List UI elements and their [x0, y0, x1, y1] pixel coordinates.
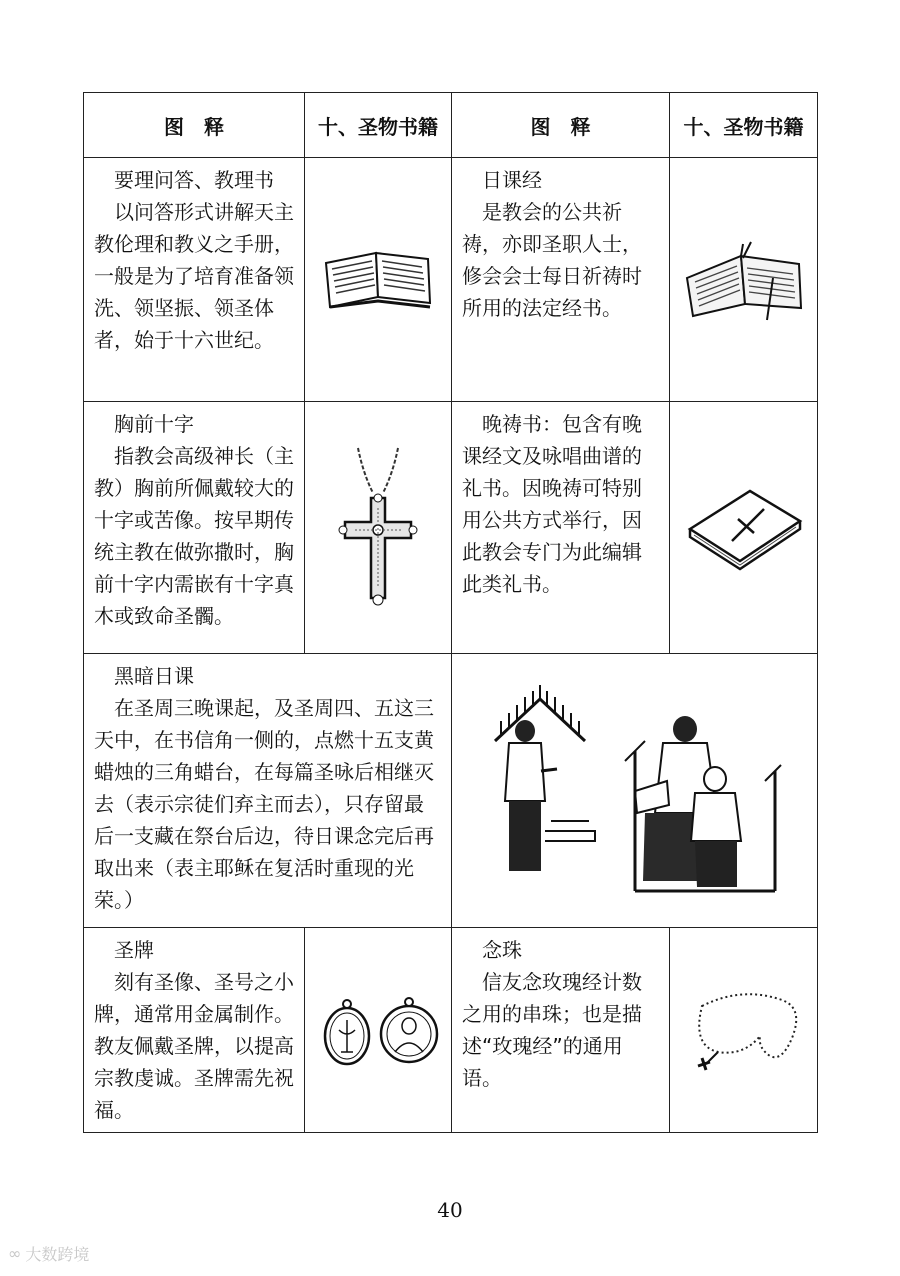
table-row	[84, 654, 818, 928]
pectoral-cross-icon	[305, 402, 452, 654]
open-book-icon	[305, 158, 452, 402]
entry-body: 晚祷书：包含有晚课经文及咏唱曲谱的礼书。因晚祷可特别用公共方式举行，因此教会专门为此编辑此类礼书。	[462, 412, 642, 596]
entry-breviary	[452, 158, 670, 402]
breviary-icon	[670, 158, 818, 402]
watermark-logo-icon: ∞	[8, 1244, 22, 1263]
entry-title: 胸前十字	[114, 412, 194, 436]
entry-pectoral-cross	[84, 402, 305, 654]
header-category-2: 十、圣物书籍	[670, 93, 818, 158]
entry-title: 要理问答、教理书	[114, 168, 274, 192]
entry-body: 信友念玫瑰经计数之用的串珠；也是描述“玫瑰经”的通用语。	[462, 970, 642, 1090]
entry-body: 是教会的公共祈祷，亦即圣职人士，修会会士每日祈祷时所用的法定经书。	[462, 200, 642, 320]
entry-title: 圣牌	[114, 938, 154, 962]
entry-body: 在圣周三晚课起，及圣周四、五这三天中，在书信角一侧的，点燃十五支黄蜡烛的三角蜡台，在每篇圣咏后相继灭去（表示宗徒们弃主而去），只存留最后一支藏在祭台后边，待日课念完后再取出来（表主耶稣在复活时重现的光荣。）	[94, 696, 434, 912]
entry-tenebrae	[84, 654, 452, 928]
entry-body: 刻有圣像、圣号之小牌，通常用金属制作。教友佩戴圣牌，以提高宗教虔诚。圣牌需先祝福。	[94, 970, 294, 1122]
entry-title: 念珠	[482, 938, 522, 962]
page-number: 40	[437, 1198, 463, 1222]
vesperal-book-icon	[670, 402, 818, 654]
entry-title: 日课经	[482, 168, 542, 192]
entry-title: 黑暗日课	[114, 664, 194, 688]
table-row	[84, 402, 818, 654]
medal-icon	[305, 928, 452, 1133]
table-header-row	[84, 93, 818, 158]
rosary-icon	[670, 928, 818, 1133]
entry-medal	[84, 928, 305, 1133]
sacred-objects-table	[83, 92, 818, 1133]
entry-vesperal	[452, 402, 670, 654]
table-row	[84, 158, 818, 402]
tenebrae-scene-icon	[452, 654, 818, 928]
entry-catechism	[84, 158, 305, 402]
watermark-text: 大数跨境	[25, 1245, 90, 1264]
entry-body: 以问答形式讲解天主教伦理和教义之手册，一般是为了培育准备领洗、领坚振、领圣体者，始于十六世纪。	[94, 200, 294, 352]
header-explanation-2: 图 释	[452, 93, 670, 158]
entry-body: 指教会高级神长（主教）胸前所佩戴较大的十字或苦像。按早期传统主教在做弥撒时，胸前十字内需嵌有十字真木或致命圣髑。	[94, 444, 294, 628]
header-category-1: 十、圣物书籍	[305, 93, 452, 158]
table-row	[84, 928, 818, 1133]
header-explanation-1: 图 释	[84, 93, 305, 158]
entry-rosary	[452, 928, 670, 1133]
watermark	[8, 1242, 89, 1265]
